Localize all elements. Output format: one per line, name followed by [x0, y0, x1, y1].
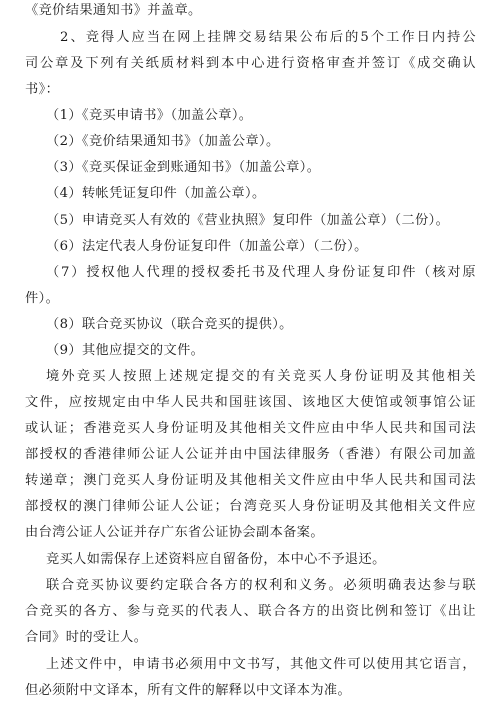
text-line: 书》：	[25, 82, 60, 97]
text-line: 2、竞得人应当在网上挂牌交易结果公布后的5个工作日内持公	[60, 30, 476, 45]
text-line: 联合竞买协议要约定联合各方的权利和义务。必须明确表达参与联	[46, 578, 476, 593]
list-item: （1）《竞买申请书》（加盖公章）。	[46, 108, 253, 123]
text-line: 件）。	[25, 291, 60, 306]
list-item: （2）《竞价结果通知书》（加盖公章）。	[46, 134, 280, 149]
list-item: （3）《竞买保证金到账通知书》（加盖公章）。	[46, 160, 321, 175]
list-item: （9）其他应提交的文件。	[46, 343, 205, 358]
text-line: 文件，应按规定由中华人民共和国驻该国、该地区大使馆或领事馆公证	[25, 395, 476, 410]
list-item: （4）转帐凭证复印件（加盖公章）。	[46, 186, 266, 201]
list-item: （5）申请竞买人有效的《营业执照》复印件（加盖公章）（二份）。	[46, 213, 450, 228]
text-line: 部授权的香港律师公证人公证并由中国法律服务（香港）有限公司加盖	[25, 447, 476, 462]
text-line: 上述文件中，申请书必须用中文书写，其他文件可以使用其它语言，	[46, 657, 476, 672]
list-item: （8）联合竞买协议（联合竞买的提供）。	[46, 317, 293, 332]
text-line: 部授权的澳门律师公证人公证；台湾竞买人身份证明及其他相关文件应	[25, 499, 476, 514]
text-line: 《竞价结果通知书》并盖章。	[25, 3, 202, 18]
text-line: 或认证；香港竞买人身份证明及其他相关文件应由中华人民共和国司法	[25, 421, 476, 436]
text-line: 竞买人如需保存上述资料应自留备份，本中心不予退还。	[46, 552, 386, 567]
text-line: 合竞买的各方、参与竞买的代表人、联合各方的出资比例和签订《出让	[25, 604, 476, 619]
text-line: 司公章及下列有关纸质材料到本中心进行资格审查并签订《成交确认	[25, 56, 476, 71]
text-line: 转递章；澳门竞买人身份证明及其他相关文件应由中华人民共和国司法	[25, 473, 476, 488]
list-item: （6）法定代表人身份证复印件（加盖公章）（二份）。	[46, 239, 368, 254]
text-line: 由台湾公证人公证并存广东省公证协会副本备案。	[25, 525, 324, 540]
text-line: 但必须附中文译本，所有文件的解释以中文译本为准。	[25, 683, 352, 698]
text-line: 境外竞买人按照上述规定提交的有关竞买人身份证明及其他相关	[46, 369, 476, 384]
list-item: （7）授权他人代理的授权委托书及代理人身份证复印件（核对原	[46, 265, 476, 280]
text-line: 合同》时的受让人。	[25, 630, 148, 645]
